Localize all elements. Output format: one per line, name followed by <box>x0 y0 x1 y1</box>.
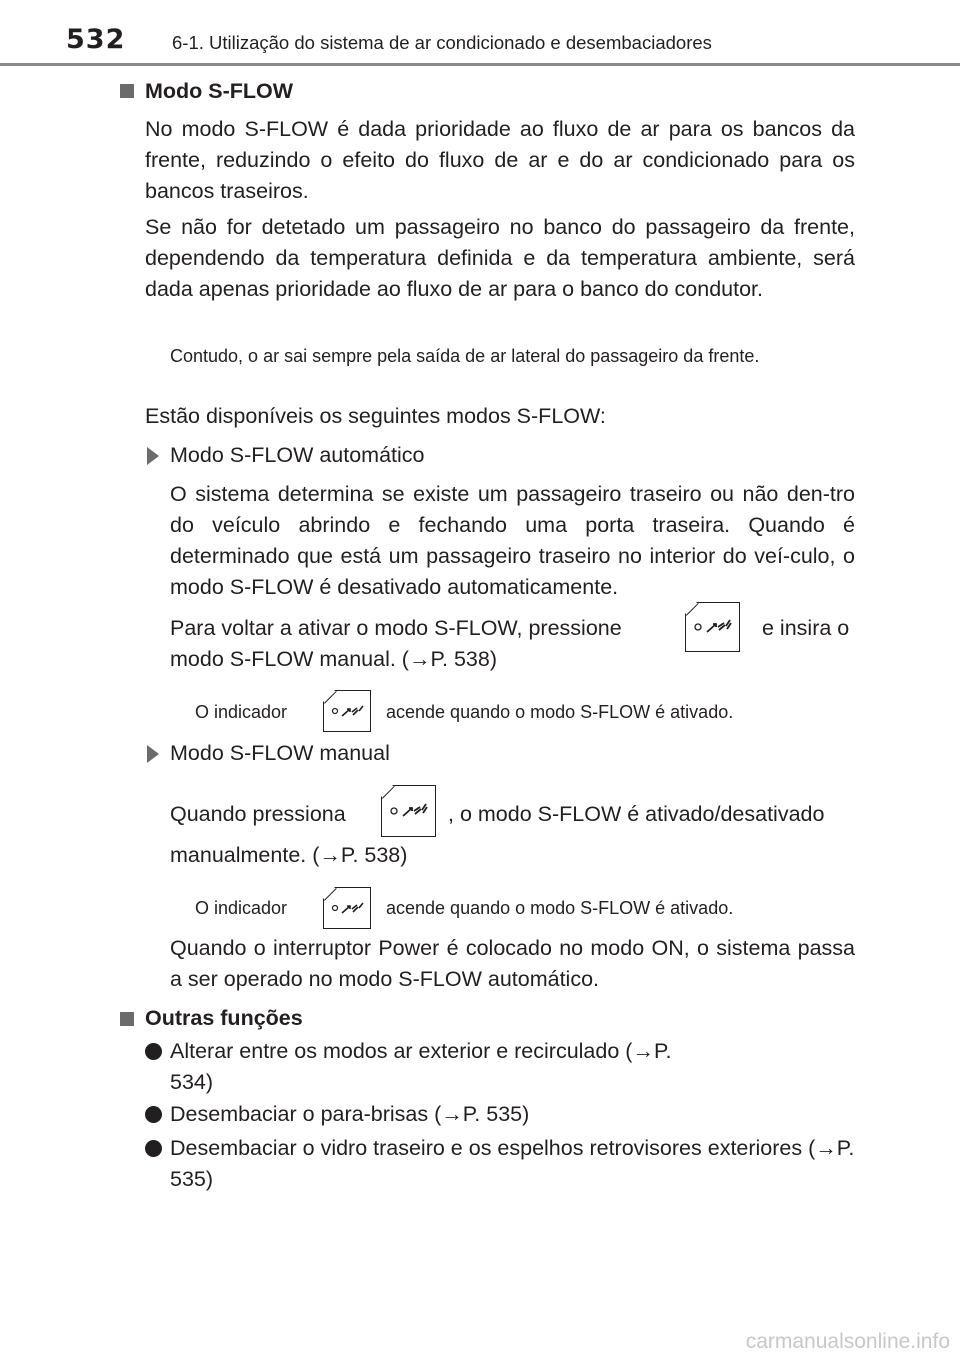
header-divider <box>0 63 960 66</box>
power-note: Quando o interruptor Power é colocado no modo ON, o sistema passa a ser operado no modo S-FLOW automático. <box>170 936 855 991</box>
auto-press-after: e insira o <box>762 616 850 640</box>
auto-indicator-after: acende quando o modo S-FLOW é ativado. <box>386 702 734 722</box>
auto-mode-text: O sistema determina se existe um passageiro traseiro ou não den-tro do veículo abrindo e fechando uma porta traseira. Quando é determinado que está um passageiro traseiro no interior do veí-culo, o modo S-FLOW é desativado automaticamente. <box>170 482 855 599</box>
section-marker-icon <box>120 1012 134 1026</box>
manual-press-line2: manualmente. (→P. 538) <box>170 843 408 867</box>
list-item: Desembaciar o para-brisas (→P. 535) <box>170 1102 530 1126</box>
auto-indicator-text: O indicador <box>195 702 288 722</box>
manual-press-text: Quando pressiona <box>170 802 346 826</box>
sflow-modes-intro: Estão disponíveis os seguintes modos S-FLOW: <box>145 404 606 428</box>
auto-mode-title: Modo S-FLOW automático <box>170 443 425 467</box>
section-title-sflow: Modo S-FLOW <box>145 79 294 103</box>
watermark: carmanualsonline.info <box>745 1330 950 1353</box>
bullet-dot-icon <box>145 1106 162 1123</box>
manual-indicator-after: acende quando o modo S-FLOW é ativado. <box>386 898 734 918</box>
sflow-paragraph-1: No modo S-FLOW é dada prioridade ao fluxo de ar para os bancos da frente, reduzindo o efeito do fluxo de ar e do ar condicionado para os bancos traseiros. <box>145 117 855 203</box>
page-number: 532 <box>66 24 126 55</box>
auto-press-line2: modo S-FLOW manual. (→P. 538) <box>170 647 498 671</box>
triangle-bullet-icon <box>147 447 159 465</box>
sflow-note: Contudo, o ar sai sempre pela saída de ar lateral do passageiro da frente. <box>170 346 760 366</box>
triangle-bullet-icon <box>147 745 159 763</box>
page-header <box>0 0 960 70</box>
section-title-other: Outras funções <box>145 1006 303 1030</box>
auto-press-text: Para voltar a ativar o modo S-FLOW, pressione <box>170 616 622 640</box>
bullet-dot-icon <box>145 1043 162 1060</box>
manual-indicator-text: O indicador <box>195 898 288 918</box>
chapter-title: 6-1. Utilização do sistema de ar condicionado e desembaciadores <box>172 32 712 53</box>
s-flow-indicator-icon <box>323 690 371 732</box>
list-item: Desembaciar o vidro traseiro e os espelhos retrovisores exteriores (→P. 535) <box>170 1136 855 1191</box>
sflow-paragraph-2: Se não for detetado um passageiro no banco do passageiro da frente, dependendo da temperatura definida e da temperatura ambiente, será dada apenas prioridade ao fluxo de ar para o banco do condutor. <box>145 215 855 301</box>
manual-press-after: , o modo S-FLOW é ativado/desativado <box>448 802 825 826</box>
bullet-dot-icon <box>145 1140 162 1157</box>
manual-mode-title: Modo S-FLOW manual <box>170 741 390 765</box>
s-flow-indicator-icon <box>323 887 371 929</box>
list-item: Alterar entre os modos ar exterior e recirculado (→P. 534) <box>170 1039 672 1094</box>
s-flow-button-icon <box>685 602 740 652</box>
s-flow-button-icon <box>381 785 436 837</box>
section-marker-icon <box>120 84 134 98</box>
